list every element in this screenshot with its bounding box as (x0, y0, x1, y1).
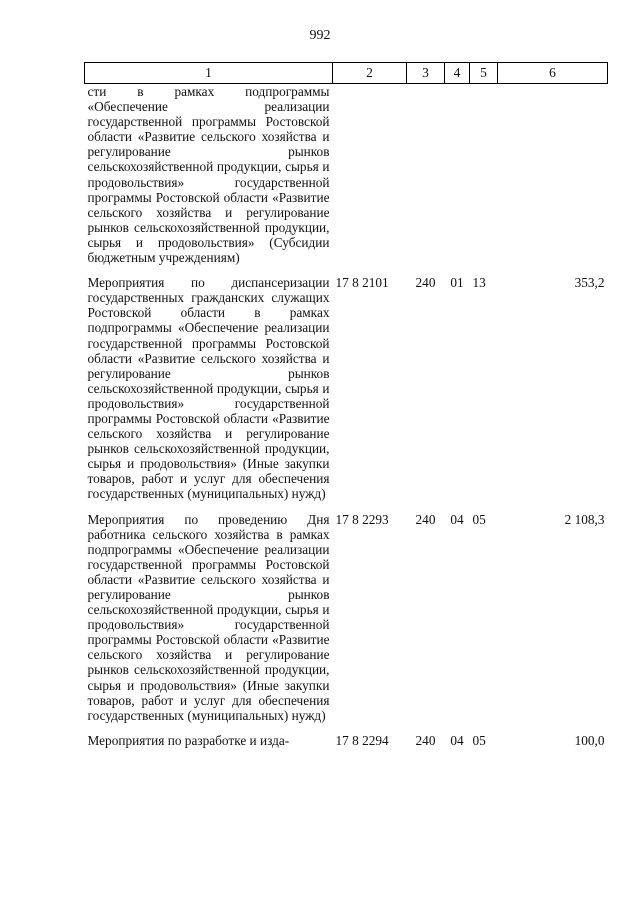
column-header-3: 3 (407, 63, 445, 84)
row-description: Мероприятия по диспансеризации государственных гражданских служащих Ростовской области в рамках подпрограммы «Обеспечение реализации государственной программы Ростовской области «Развитие сельского хозяйства и регулирование рынков сельскохозяйственной продукции, сырья и продовольствия» государственной программы Ростовской области «Развитие сельского хозяйства и регулирование рынков сельскохозяйственной продукции, сырья и продовольствия» (Иные закупки товаров, работ и услуг для обеспечения государственных (муниципальных) нужд) (87, 275, 330, 502)
row-target-code: 17 8 2294 (335, 732, 389, 748)
row-section (445, 84, 470, 272)
row-expense-type: 240 (415, 275, 436, 291)
row-target-code: 17 8 2293 (335, 511, 389, 527)
row-subsection: 05 (472, 732, 486, 748)
page-number: 992 (309, 28, 331, 43)
row-description: Мероприятия по проведению Дня работника сельского хозяйства в рамках подпрограммы «Обеспечение реализации государственной программы Ростовской области «Развитие сельского хозяйства и регулирование рынков сельскохозяйственной продукции, сырья и продовольствия» государственной программы Ростовской области «Развитие сельского хозяйства и регулирование рынков сельскохозяйственной продукции, сырья и продовольствия» (Иные закупки товаров, работ и услуг для обеспечения государственных (муниципальных) нужд) (87, 511, 330, 723)
row-amount: 2 108,3 (564, 511, 605, 527)
table-row (85, 271, 608, 507)
column-header-4: 4 (445, 63, 470, 84)
row-amount: 100,0 (574, 732, 605, 748)
table-row (85, 729, 608, 754)
row-amount (498, 84, 608, 272)
column-header-1: 1 (85, 63, 333, 84)
budget-table (84, 62, 608, 754)
row-amount: 353,2 (574, 275, 605, 291)
row-expense-type (407, 84, 445, 272)
column-header-2: 2 (333, 63, 407, 84)
row-description: Мероприятия по разработке и изда- (87, 732, 290, 748)
row-subsection (470, 84, 498, 272)
table-header-row (85, 63, 608, 84)
row-expense-type: 240 (415, 732, 436, 748)
row-subsection: 13 (472, 275, 486, 291)
row-subsection: 05 (472, 511, 486, 527)
row-expense-type: 240 (415, 511, 436, 527)
table-row (85, 84, 608, 272)
row-section: 04 (450, 511, 464, 527)
column-header-6: 6 (498, 63, 608, 84)
row-target-code (333, 84, 407, 272)
row-target-code: 17 8 2101 (335, 275, 389, 291)
row-section: 01 (450, 275, 464, 291)
row-section: 04 (450, 732, 464, 748)
table-row (85, 508, 608, 729)
column-header-5: 5 (470, 63, 498, 84)
row-description: сти в рамках подпрограммы «Обеспечение реализации государственной программы Ростовской области «Развитие сельского хозяйства и регулирование рынков сельскохозяйственной продукции, сырья и продовольствия» государственной программы Ростовской области «Развитие сельского хозяйства и регулирование рынков сельскохозяйственной продукции, сырья и продовольствия» (Субсидии бюджетным учреждениям) (87, 84, 330, 266)
